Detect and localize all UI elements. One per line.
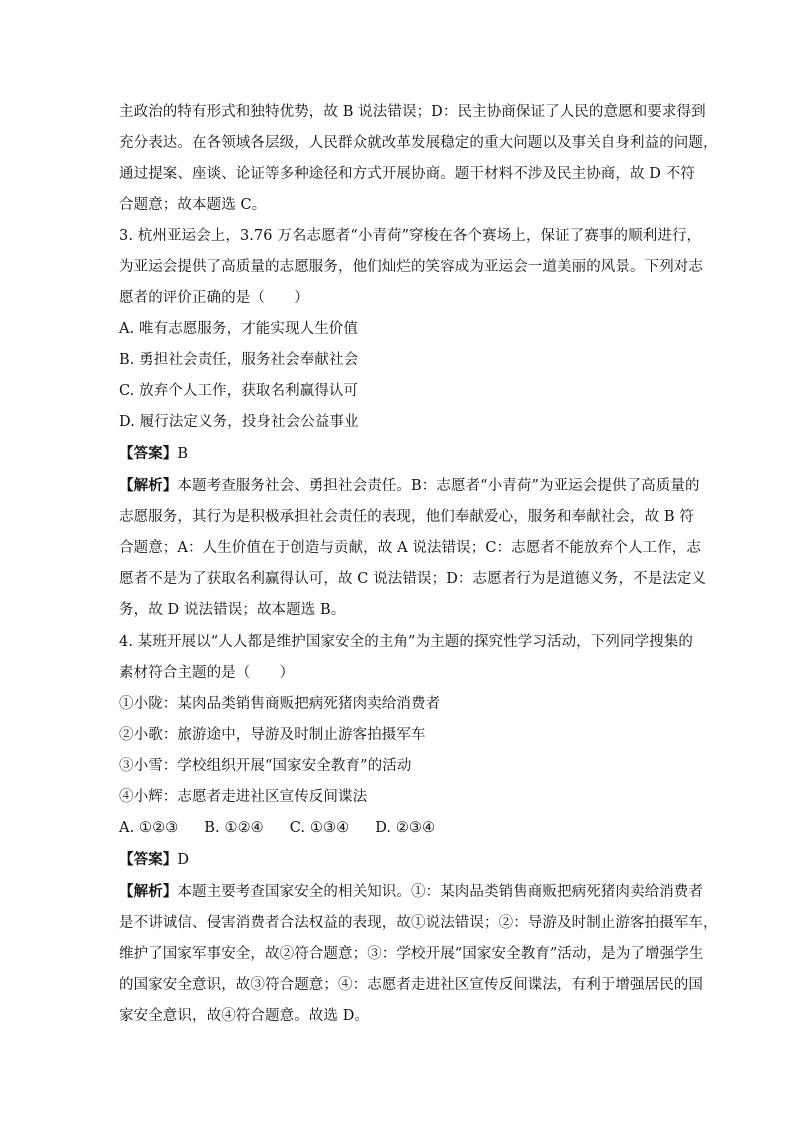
question-3-analysis: 志愿服务，其行为是积极承担社会责任的表现，他们奉献爱心，服务和奉献社会，故 B 符 xyxy=(119,509,694,525)
question-4-option-b: B. ①②④ xyxy=(204,820,264,836)
question-4-item-3: ③小雪：学校组织开展“国家安全教育”的活动 xyxy=(119,758,412,774)
question-4-analysis xyxy=(119,882,704,902)
question-3-option-b: B. 勇担社会责任，服务社会奉献社会 xyxy=(119,352,359,368)
analysis-label: 【解析】 xyxy=(119,477,178,494)
question-3-analysis: 合题意；A：人生价值在于创造与贡献，故 A 说法错误；C：志愿者不能放弃个人工作，志 xyxy=(119,540,701,556)
question-4-analysis: 维护了国家军事安全，故②符合题意；③：学校开展“国家安全教育”活动，是为了增强学生 xyxy=(119,946,704,962)
question-3-option-c: C. 放弃个人工作，获取名利赢得认可 xyxy=(119,383,359,399)
text-line: 充分表达。在各领域各层级，人民群众就改革发展稳定的重大问题以及事关自身利益的问题， xyxy=(119,135,718,151)
question-4-stem: 4. 某班开展以“人人都是维护国家安全的主角”为主题的探究性学习活动，下列同学搜集的 xyxy=(119,634,693,650)
analysis-label: 【解析】 xyxy=(119,883,178,900)
question-4-item-1: ①小陇：某肉品类销售商贩把病死猪肉卖给消费者 xyxy=(119,696,441,712)
answer-value: D xyxy=(177,852,190,868)
question-4-stem: 素材符合主题的是（ ） xyxy=(119,665,295,681)
question-3-stem: 为亚运会提供了高质量的志愿服务，他们灿烂的笑容成为亚运会一道美丽的风景。下列对志 xyxy=(119,259,703,275)
question-4-item-2: ②小歌：旅游途中，导游及时制止游客拍摄军车 xyxy=(119,727,426,743)
text-line: 主政治的特有形式和独特优势，故 B 说法错误；D：民主协商保证了人民的意愿和要求得到 xyxy=(119,104,706,120)
question-3-stem: 愿者的评价正确的是（ ） xyxy=(119,290,309,306)
analysis-text: 本题主要考查国家安全的相关知识。①：某肉品类销售商贩把病死猪肉卖给消费者 xyxy=(177,884,704,900)
question-3-option-a: A. 唯有志愿服务，才能实现人生价值 xyxy=(119,321,358,337)
question-4-option-d: D. ②③④ xyxy=(375,820,436,836)
question-3-option-d: D. 履行法定义务，投身社会公益事业 xyxy=(119,414,359,430)
question-4-answer xyxy=(119,850,679,870)
analysis-text: 本题考查服务社会、勇担社会责任。B：志愿者“小青荷”为亚运会提供了高质量的 xyxy=(177,478,700,494)
question-4-analysis: 的国家安全意识，故③符合题意；④：志愿者走进社区宣传反间谍法，有利于增强居民的国 xyxy=(119,977,703,993)
question-4-analysis: 家安全意识，故④符合题意。故选 D。 xyxy=(119,1008,370,1024)
question-4-options xyxy=(119,818,679,838)
answer-label: 【答案】 xyxy=(119,851,178,868)
question-4-option-a: A. ①②③ xyxy=(119,820,179,836)
question-3-analysis: 务，故 D 说法错误；故本题选 B。 xyxy=(119,602,346,618)
question-3-answer xyxy=(119,444,679,464)
question-4-option-c: C. ①③④ xyxy=(289,820,350,836)
text-line: 通过提案、座谈、论证等多种途径和方式开展协商。题干材料不涉及民主协商，故 D 不符 xyxy=(119,166,695,182)
question-4-analysis: 是不讲诚信、侵害消费者合法权益的表现，故①说法错误；②：导游及时制止游客拍摄军车， xyxy=(119,915,718,931)
answer-label: 【答案】 xyxy=(119,445,178,462)
answer-value: B xyxy=(177,446,189,462)
question-3-stem: 3. 杭州亚运会上，3.76 万名志愿者“小青荷”穿梭在各个赛场上，保证了赛事的顺利进行， xyxy=(119,228,702,244)
question-4-item-4: ④小辉：志愿者走进社区宣传反间谍法 xyxy=(119,789,368,805)
text-line: 合题意；故本题选 C。 xyxy=(119,197,267,213)
question-3-analysis xyxy=(119,476,700,496)
question-3-analysis: 愿者不是为了获取名利赢得认可，故 C 说法错误；D：志愿者行为是道德义务，不是法定义 xyxy=(119,571,707,587)
